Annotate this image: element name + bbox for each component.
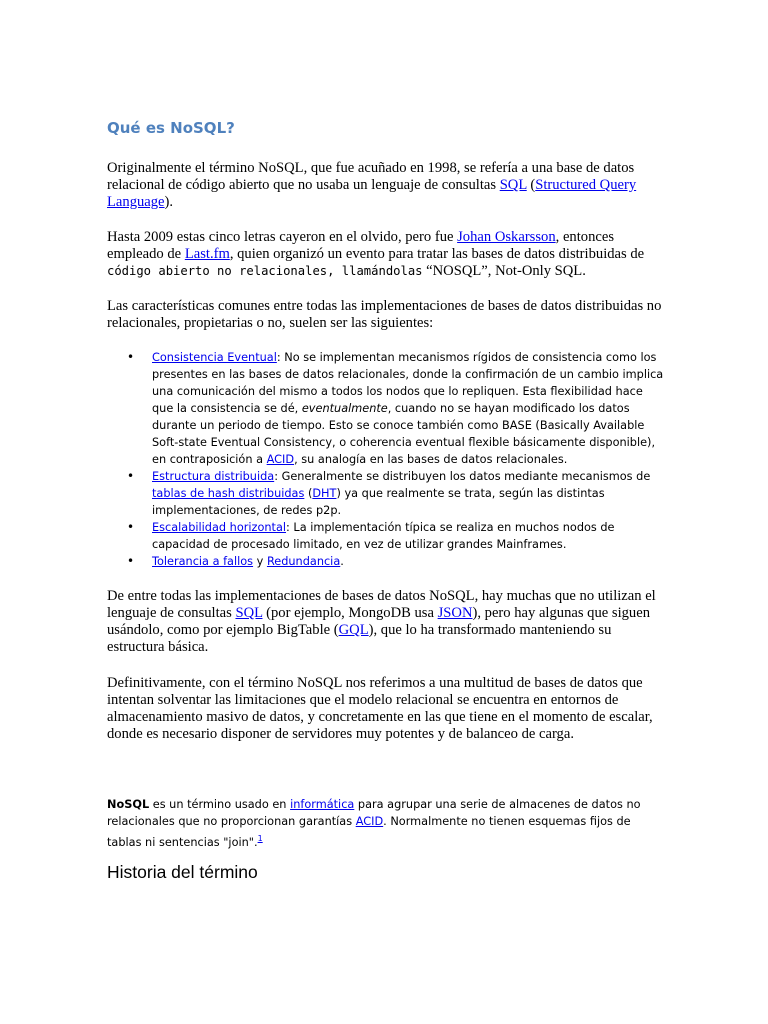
characteristics-list — [107, 349, 667, 570]
link-johan-oskarsson[interactable]: Johan Oskarsson — [457, 229, 556, 245]
link-consistencia-eventual[interactable]: Consistencia Eventual — [152, 351, 277, 364]
text: . — [340, 555, 344, 568]
paragraph-query-languages — [107, 588, 663, 656]
text-bold: NoSQL — [107, 798, 150, 811]
text: . Normalmente no tienen esquemas fijos de tablas ni sentencias "join". — [107, 815, 631, 849]
text: y — [253, 555, 267, 568]
list-item — [107, 519, 667, 553]
link-gql[interactable]: GQL — [338, 622, 369, 638]
list-item — [107, 553, 667, 570]
text: ), pero hay algunas que siguen usándolo, como por ejemplo BigTable ( — [107, 605, 650, 638]
link-acid[interactable]: ACID — [355, 815, 384, 828]
text: , cuando no se hayan modificado los datos durante un periodo de tiempo. Esto se conoce también como BASE (Basically Available Soft-state Eventual Consistency, o coherencia eventual flexible básicamente disponible), en contraposición a — [152, 402, 656, 466]
text: es un término usado en — [149, 798, 291, 811]
link-tolerancia-fallos[interactable]: Tolerancia a fallos — [152, 555, 254, 568]
link-sql[interactable]: SQL — [499, 177, 527, 193]
definition-note — [107, 796, 647, 851]
paragraph-definition: Definitivamente, con el término NoSQL nos referimos a una multitud de bases de datos que intentan solventar las limitaciones que el modelo relacional se encuentra en entornos de almacenamiento masivo de datos, y concretamente en las que tiene en el momento de escalar, donde es necesario disponer de servidores muy potentes y de balanceo de carga. — [107, 675, 653, 742]
list-item — [107, 468, 667, 519]
text: Hasta 2009 estas cinco letras cayeron en el olvido, pero fue — [107, 229, 458, 245]
link-json[interactable]: JSON — [437, 605, 473, 621]
text: ). — [164, 194, 174, 210]
list-item — [107, 349, 667, 468]
text: código abierto no relacionales, llamándolas — [107, 264, 423, 278]
text: (por ejemplo, MongoDB usa — [262, 605, 438, 621]
text: para agrupar una serie de almacenes de datos no relacionales que no proporcionan garantías — [107, 798, 641, 828]
text: , quien organizó un evento para tratar las bases de datos distribuidas de — [229, 246, 645, 262]
link-sql[interactable]: SQL — [235, 605, 263, 621]
text: , entonces empleado de — [107, 229, 614, 262]
text: ), que lo ha transformado manteniendo su estructura básica. — [107, 622, 612, 655]
text: De entre todas las implementaciones de bases de datos NoSQL, hay muchas que no utilizan el lenguaje de consultas — [107, 588, 656, 621]
text: : Generalmente se distribuyen los datos mediante mecanismos de — [274, 470, 651, 483]
page-title: Qué es NoSQL? — [107, 119, 235, 137]
link-dht[interactable]: DHT — [312, 487, 337, 500]
text: : La implementación típica se realiza en muchos nodos de capacidad de procesado limitado, en vez de utilizar grandes Mainframes. — [152, 521, 615, 551]
link-tablas-hash[interactable]: tablas de hash distribuidas — [152, 487, 305, 500]
paragraph-origin — [107, 160, 663, 211]
text: : No se implementan mecanismos rígidos de consistencia como los presentes en las bases de datos relacionales, donde la confirmación de un cambio implica una comunicación del mismo a todos los nodos que lo repliquen. Esta flexibilidad hace que la consistencia se dé, — [152, 351, 664, 415]
text: ) ya que realmente se trata, según las distintas implementaciones, de redes p2p. — [152, 487, 605, 517]
text: ( — [304, 487, 313, 500]
link-redundancia[interactable]: Redundancia — [266, 555, 341, 568]
text: Originalmente el término NoSQL, que fue acuñado en 1998, se refería a una base de datos relacional de código abierto que no usaba un lenguaje de consultas — [107, 160, 635, 193]
text: ( — [526, 177, 536, 193]
link-lastfm[interactable]: Last.fm — [184, 246, 230, 262]
section-heading-historia: Historia del término — [107, 862, 258, 882]
footnote-ref[interactable]: 1 — [257, 834, 263, 843]
link-acid[interactable]: ACID — [266, 453, 295, 466]
paragraph-characteristics: Las características comunes entre todas las implementaciones de bases de datos distribuidas no relacionales, propietarias o no, suelen ser las siguientes: — [107, 298, 662, 331]
link-informatica[interactable]: informática — [290, 798, 355, 811]
text: , su analogía en las bases de datos relacionales. — [294, 453, 568, 466]
link-estructura-distribuida[interactable]: Estructura distribuida — [152, 470, 275, 483]
text: “NOSQL”, Not-Only SQL. — [422, 263, 586, 279]
link-escalabilidad-horizontal[interactable]: Escalabilidad horizontal — [152, 521, 287, 534]
link-structured-query-language[interactable]: Structured Query Language — [107, 177, 637, 210]
paragraph-history — [107, 229, 663, 280]
text-emphasis: eventualmente — [301, 402, 388, 415]
